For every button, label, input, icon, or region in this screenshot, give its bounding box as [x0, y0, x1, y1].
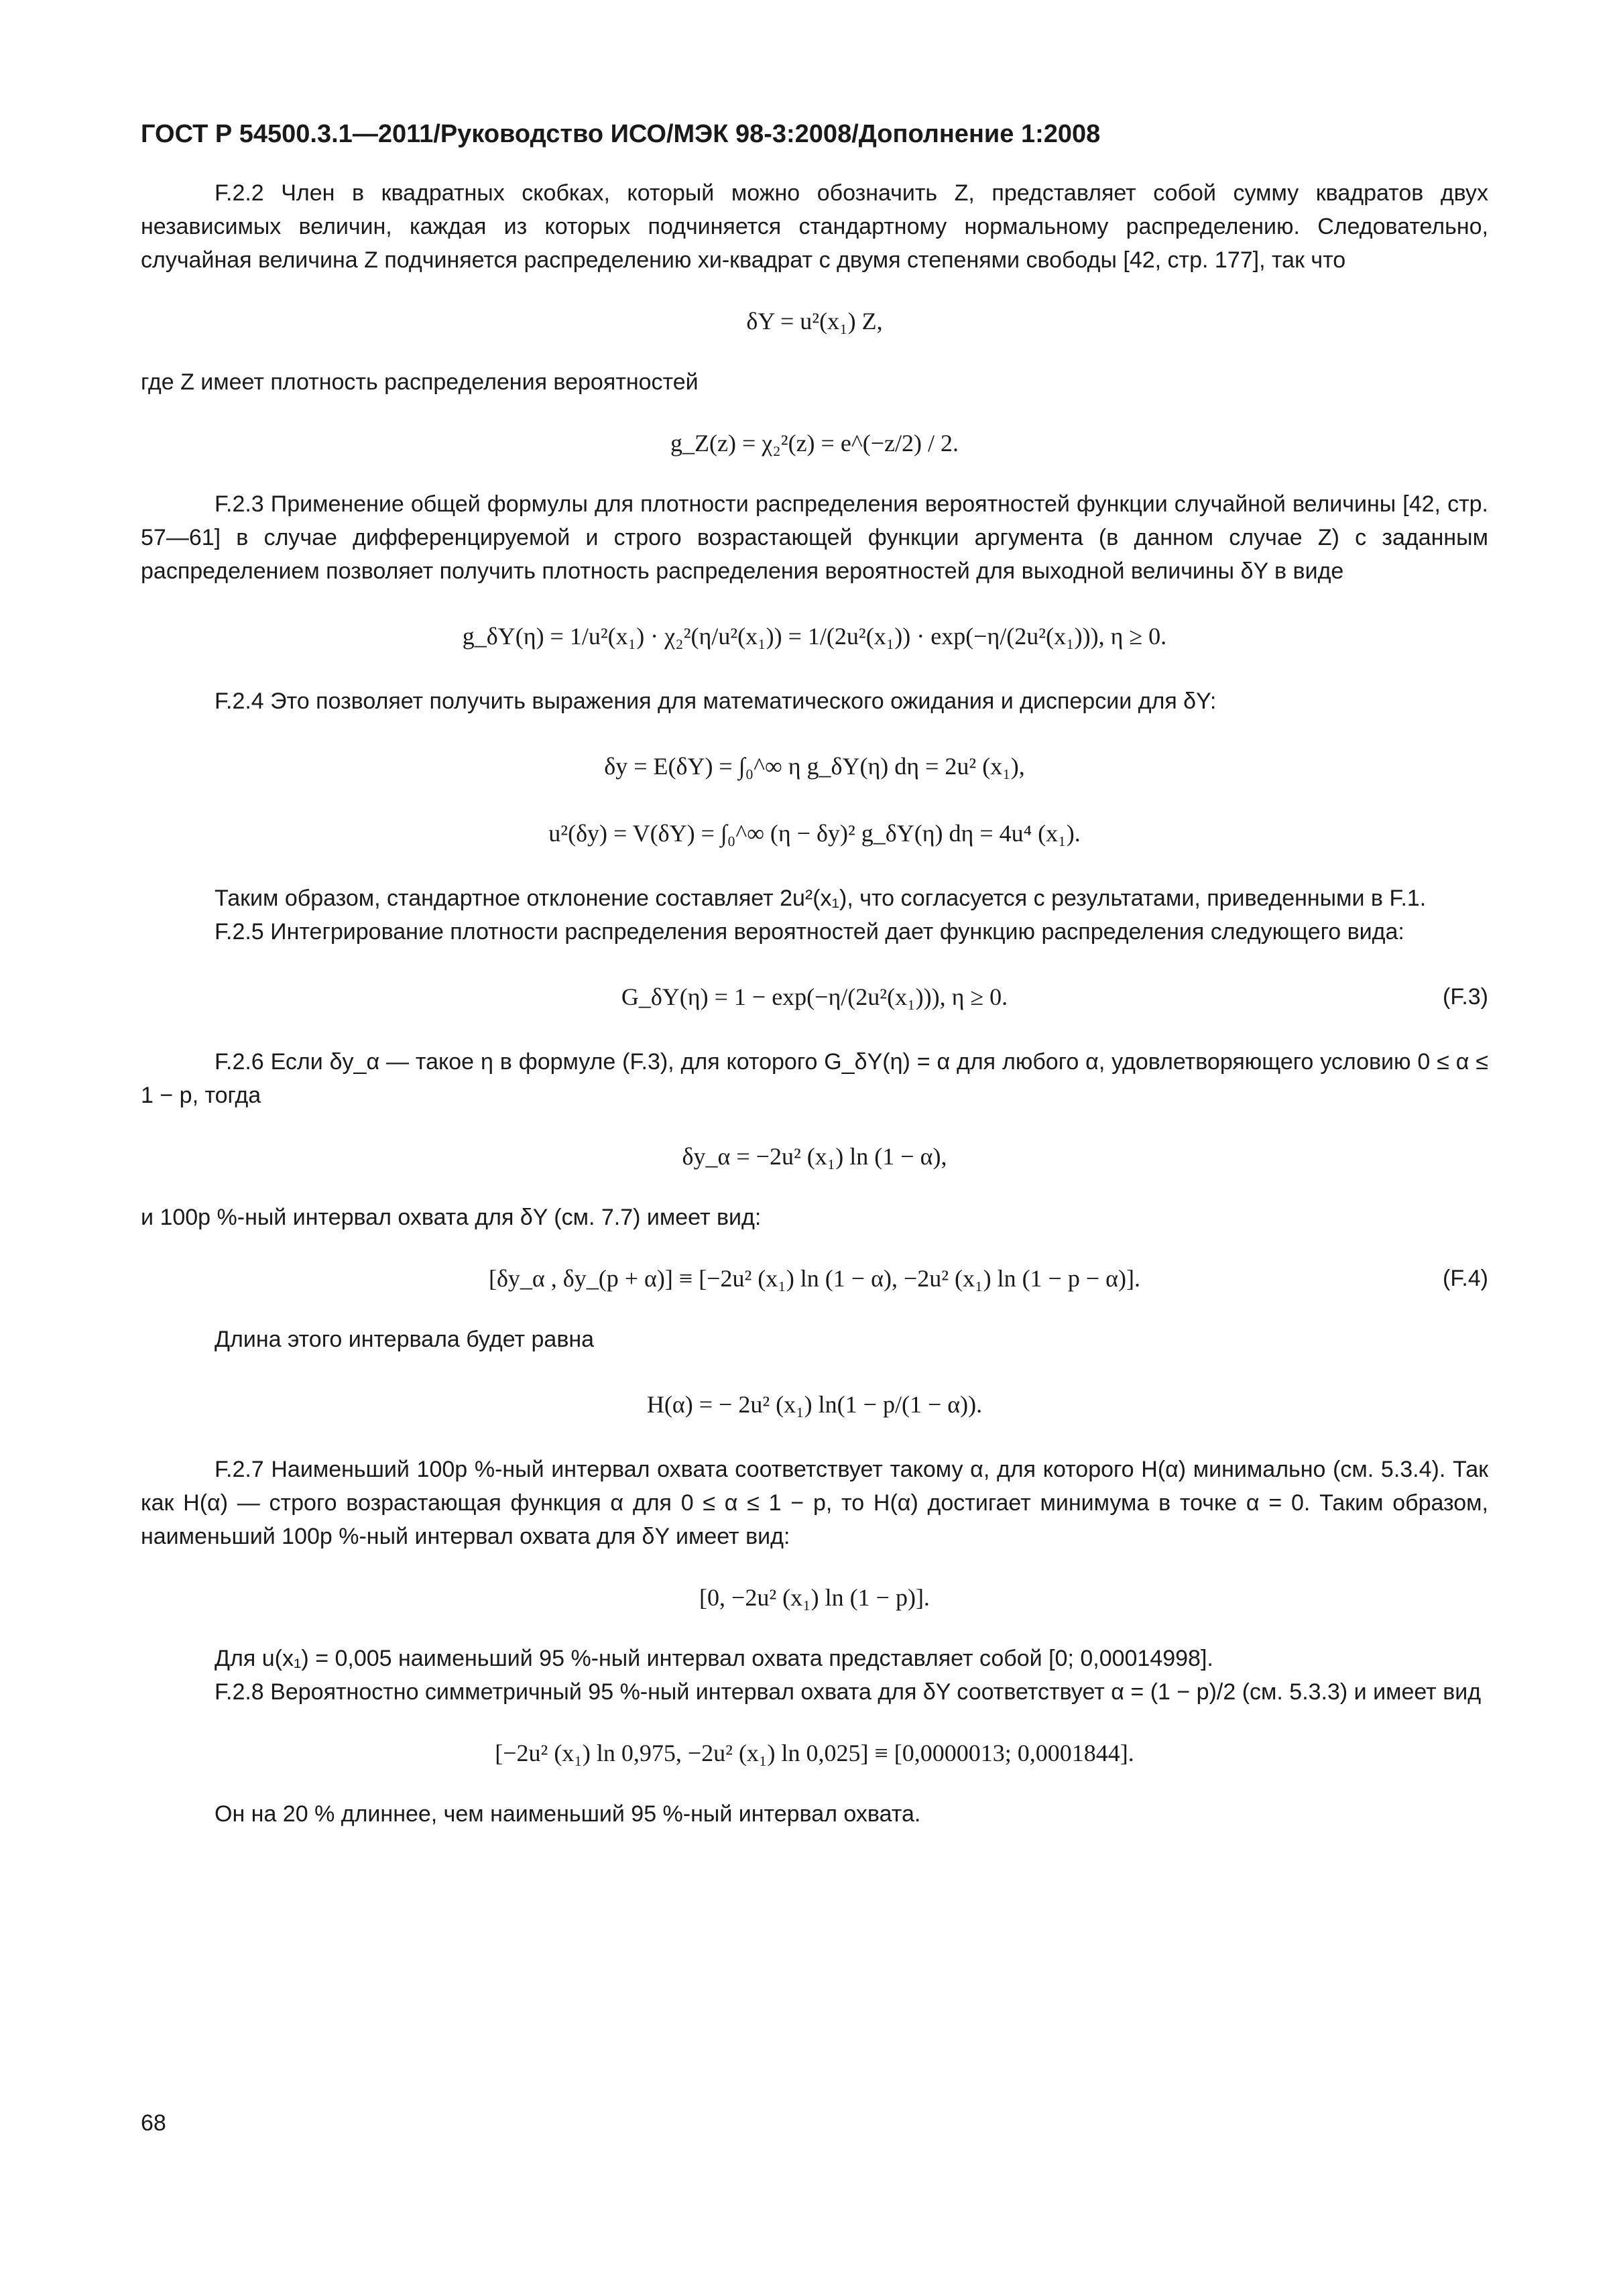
document-header: ГОСТ Р 54500.3.1—2011/Руководство ИСО/МЭК 98-3:2008/Дополнение 1:2008 — [141, 120, 1101, 148]
paragraph-interval: и 100p %-ный интервал охвата для δY (см. 7.7) имеет вид: — [141, 1205, 762, 1230]
equation-variance: u²(δy) = V(δY) = ∫₀^∞ (η − δy)² g_δY(η) dη = 4u⁴ (x₁). — [548, 820, 1081, 847]
equation-dy: δY = u²(x₁) Z, — [746, 308, 883, 335]
page-number: 68 — [141, 2110, 166, 2136]
equation-number-f4: (F.4) — [1443, 1266, 1488, 1291]
equation-shortest-interval: [0, −2u² (x₁) ln (1 − p)]. — [699, 1584, 930, 1611]
paragraph-f24: F.2.4 Это позволяет получить выражения для математического ожидания и дисперсии для δY: — [215, 688, 1217, 714]
paragraph-f27: F.2.7 Наименьший 100p %-ный интервал охвата соответствует такому α, для которого H(α) минимально (см. 5.3.4). Так как H(α) — строго возрастающая функция α для 0 ≤ α ≤ 1 − p, то H(α) достигает минимума в точке α = 0. Таким образом, наименьший 100p %-ный интервал охвата для δY имеет вид: — [141, 1457, 1488, 1549]
paragraph-f25: F.2.5 Интегрирование плотности распределения вероятностей дает функцию распределения следующего вида: — [215, 919, 1404, 945]
paragraph-f26: F.2.6 Если δy_α — такое η в формуле (F.3), для которого G_δY(η) = α для любого α, удовлетворяющего условию 0 ≤ α ≤ 1 − p, тогда — [141, 1049, 1488, 1108]
equation-h-alpha: H(α) = − 2u² (x₁) ln(1 − p/(1 − α)). — [646, 1391, 983, 1418]
document-page — [141, 117, 1488, 1831]
equation-f4-body: [δy_α , δy_(p + α)] ≡ [−2u² (x₁) ln (1 − α), −2u² (x₁) ln (1 − p − α)]. — [488, 1265, 1141, 1292]
equation-f3-body: G_δY(η) = 1 − exp(−η/(2u²(x₁))), η ≥ 0. — [621, 983, 1008, 1010]
paragraph-last: Он на 20 % длиннее, чем наименьший 95 %-ный интервал охвата. — [215, 1801, 921, 1827]
paragraph-f22: F.2.2 Член в квадратных скобках, который можно обозначить Z, представляет собой сумму квадратов двух независимых величин, каждая из которых подчиняется стандартному нормальному распределению. Следовательно, случайная величина Z подчиняется распределению хи-квадрат с двумя степенями свободы [42, стр. 177], так что — [141, 180, 1488, 273]
equation-symmetric-interval: [−2u² (x₁) ln 0,975, −2u² (x₁) ln 0,025] ≡ [0,0000013; 0,0001844]. — [495, 1740, 1134, 1766]
equation-dy-alpha: δy_α = −2u² (x₁) ln (1 − α), — [682, 1143, 947, 1170]
equation-g-dy: g_δY(η) = 1/u²(x₁) · χ₂²(η/u²(x₁)) = 1/(2u²(x₁)) · exp(−η/(2u²(x₁))), η ≥ 0. — [462, 623, 1167, 650]
equation-gz: g_Z(z) = χ₂²(z) = e^(−z/2) / 2. — [670, 430, 959, 457]
equation-expectation: δy = E(δY) = ∫₀^∞ η g_δY(η) dη = 2u² (x₁), — [604, 753, 1025, 780]
paragraph-length: Длина этого интервала будет равна — [215, 1327, 595, 1352]
equation-f4 — [141, 1260, 1488, 1297]
paragraph-where: где Z имеет плотность распределения вероятностей — [141, 369, 699, 395]
equation-f3 — [141, 978, 1488, 1016]
equation-number-f3: (F.3) — [1443, 984, 1488, 1010]
paragraph-f28: F.2.8 Вероятностно симметричный 95 %-ный интервал охвата для δY соответствует α = (1 − p)/2 (см. 5.3.3) и имеет вид — [215, 1679, 1482, 1705]
paragraph-f23: F.2.3 Применение общей формулы для плотности распределения вероятностей функции случайной величины [42, стр. 57—61] в случае дифференцируемой и строго возрастающей функции аргумента (в данном случае Z) с заданным распределением позволяет получить плотность распределения вероятностей для выходной величины δY в виде — [141, 491, 1488, 584]
paragraph-thus: Таким образом, стандартное отклонение составляет 2u²(x₁), что согласуется с результатами, приведенными в F.1. — [215, 886, 1427, 911]
paragraph-for-u: Для u(x₁) = 0,005 наименьший 95 %-ный интервал охвата представляет собой [0; 0,00014998]. — [215, 1646, 1213, 1671]
